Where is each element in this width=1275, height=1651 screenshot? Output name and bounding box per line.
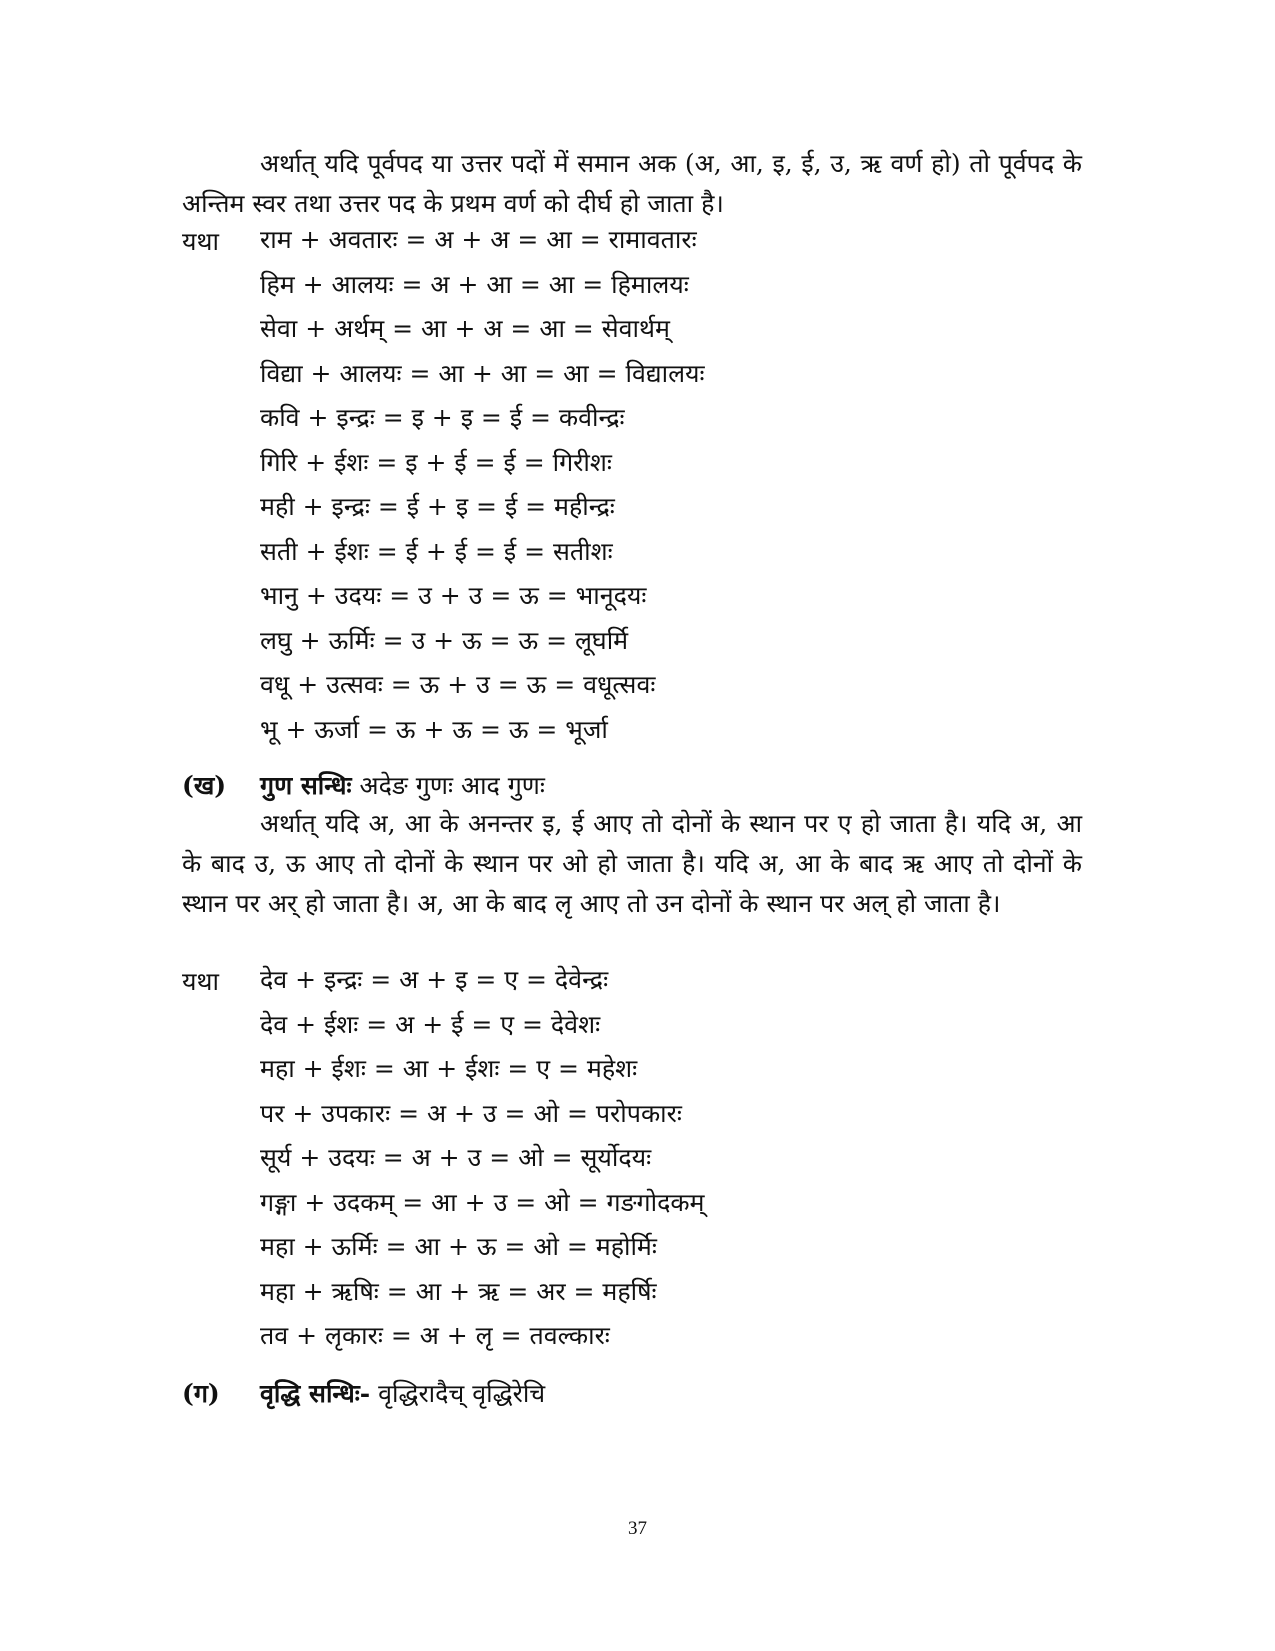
example-line: भू + ऊर्जा = ऊ + ऊ = ऊ = भूर्जा [260, 714, 608, 744]
example-line: सूर्य + उदयः = अ + उ = ओ = सूर्योदयः [260, 1143, 652, 1172]
intro-example-list [260, 218, 705, 752]
example-line: गिरि + ईशः = इ + ई = ई = गिरीशः [260, 447, 612, 477]
example-line: महा + ऊर्मिः = आ + ऊ = ओ = महोर्मिः [260, 1232, 657, 1261]
example-line: हिम + आलयः = अ + आ = आ = हिमालयः [260, 269, 689, 299]
example-line: देव + इन्द्रः = अ + इ = ए = देवेन्द्रः [260, 965, 609, 994]
example-line: देव + ईशः = अ + ई = ए = देवेशः [260, 1009, 601, 1039]
example-line: लघु + ऊर्मिः = उ + ऊ = ऊ = लूघर्मि [260, 625, 629, 655]
guna-example-label: यथा [182, 967, 219, 996]
section-title: वृद्धि सन्धिः- [260, 1379, 371, 1408]
guna-paragraph [182, 804, 1082, 924]
example-line: महा + ईशः = आ + ईशः = ए = महेशः [260, 1054, 638, 1083]
intro-paragraph [182, 144, 1082, 224]
example-line: पर + उपकारः = अ + उ = ओ = परोपकारः [260, 1098, 682, 1128]
section-sutra: अदेङ गुणः आद गुणः [359, 771, 545, 800]
example-line: तव + लृकारः = अ + लृ = तवल्कारः [260, 1321, 610, 1350]
example-line: वधू + उत्सवः = ऊ + उ = ऊ = वधूत्सवः [260, 670, 656, 699]
intro-example-label: यथा [182, 227, 219, 256]
guna-example-list [260, 958, 705, 1359]
page-number: 37 [628, 1518, 647, 1539]
guna-heading [182, 766, 545, 806]
vriddhi-heading [182, 1374, 545, 1414]
section-marker: (ख) [182, 771, 227, 800]
example-line: मही + इन्द्रः = ई + इ = ई = महीन्द्रः [260, 492, 615, 521]
section-sutra: वृद्धिरादैच् वृद्धिरेचि [378, 1379, 546, 1408]
section-marker: (ग) [182, 1379, 220, 1408]
example-line: सेवा + अर्थम् = आ + अ = आ = सेवार्थम् [260, 314, 670, 343]
example-line: राम + अवतारः = अ + अ = आ = रामावतारः [260, 225, 697, 254]
example-line: विद्या + आलयः = आ + आ = आ = विद्यालयः [260, 358, 705, 388]
guna-paragraph-text: अर्थात् यदि अ, आ के अनन्तर इ, ई आए तो दोनों के स्थान पर ए हो जाता है। यदि अ, आ के बाद उ, ऊ आए तो दोनों के स्थान पर ओ हो जाता है। यदि अ, आ के बाद ऋ आए तो दोनों के स्थान पर अर् हो जाता है। अ, आ के बाद लृ आए तो उन दोनों के स्थान पर अल् हो जाता है। [182, 809, 1082, 918]
example-line: सती + ईशः = ई + ई = ई = सतीशः [260, 536, 613, 566]
example-line: भानु + उदयः = उ + उ = ऊ = भानूदयः [260, 581, 647, 610]
example-line: गङ्गा + उदकम् = आ + उ = ओ = गङगोदकम् [260, 1187, 705, 1217]
section-title: गुण सन्धिः [260, 771, 352, 800]
example-line: महा + ऋषिः = आ + ऋ = अर = महर्षिः [260, 1276, 657, 1306]
example-line: कवि + इन्द्रः = इ + इ = ई = कवीन्द्रः [260, 403, 625, 432]
intro-paragraph-text: अर्थात् यदि पूर्वपद या उत्तर पदों में समान अक (अ, आ, इ, ई, उ, ऋ वर्ण हो) तो पूर्वपद के अन्तिम स्वर तथा उत्तर पद के प्रथम वर्ण को दीर्घ हो जाता है। [182, 149, 1082, 218]
